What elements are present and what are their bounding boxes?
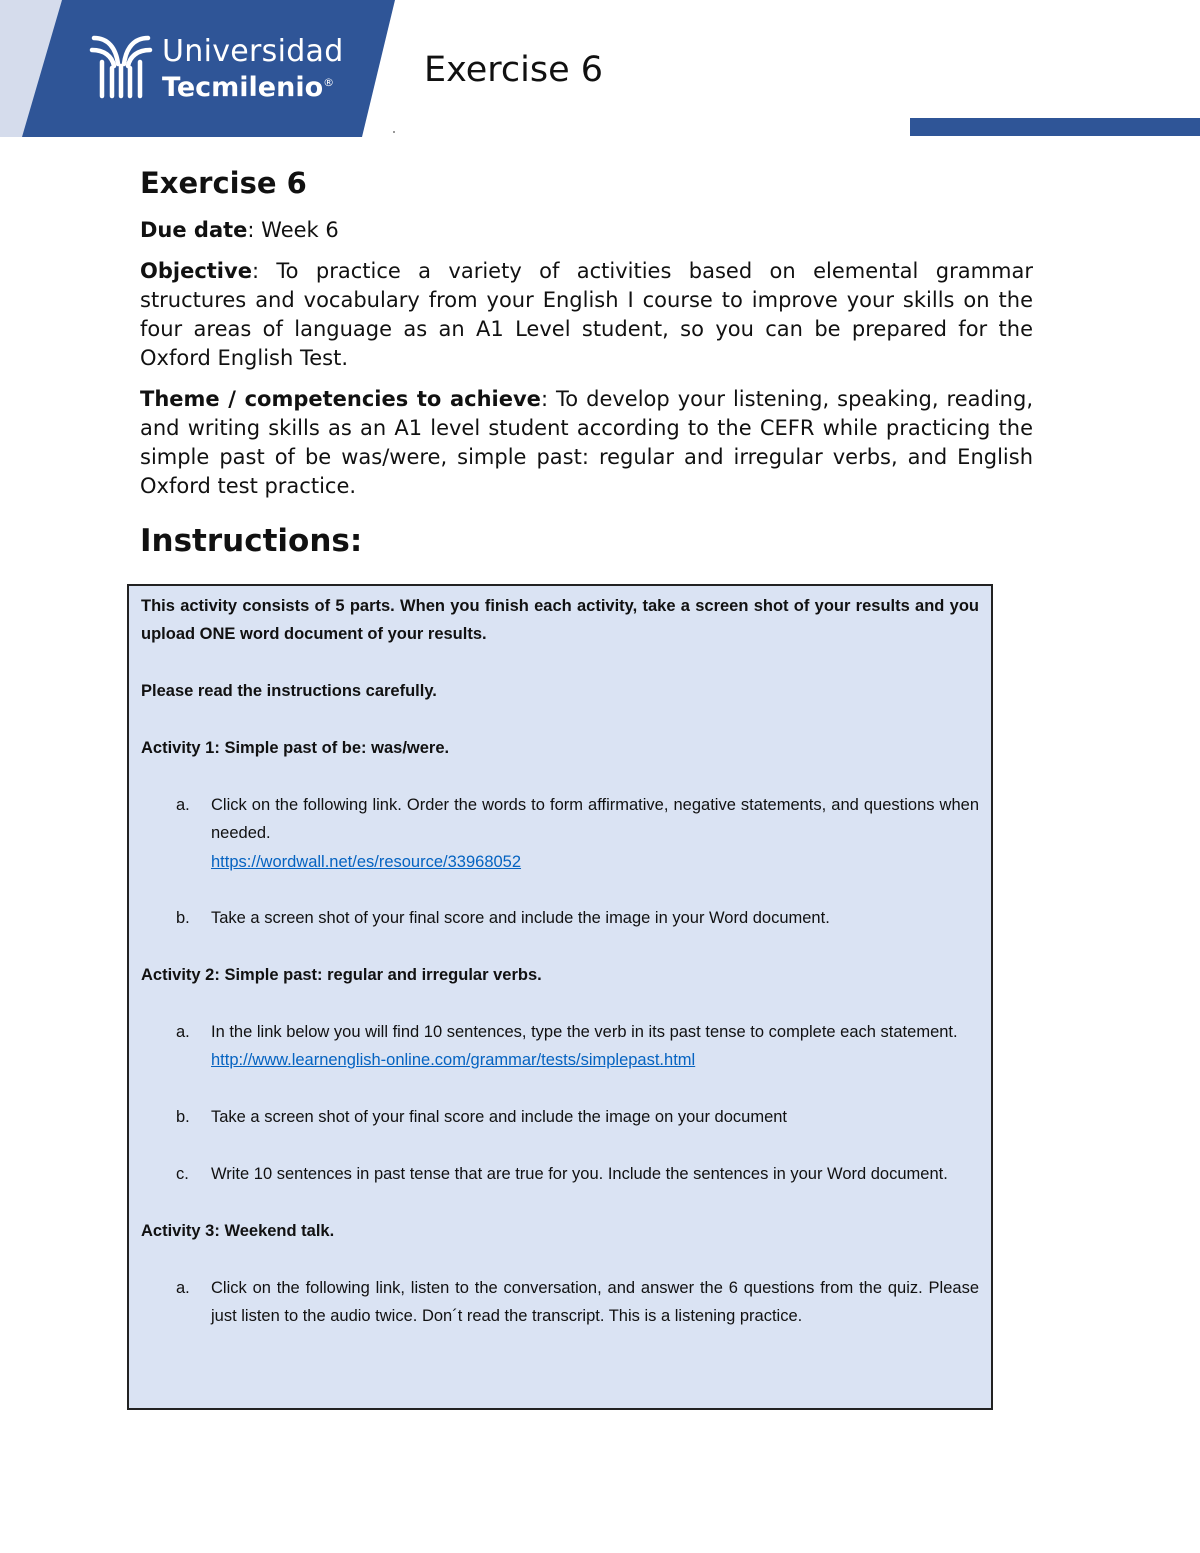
logo-trademark: ® bbox=[323, 76, 335, 89]
instructions-box bbox=[127, 584, 993, 1410]
activity-2-item-b-text: Take a screen shot of your final score and include the image on your document bbox=[211, 1108, 788, 1127]
activity-3-item-a bbox=[141, 1274, 979, 1331]
activity-1-item-b-text: Take a screen shot of your final score and include the image in your Word document. bbox=[211, 909, 830, 928]
read-carefully-note: Please read the instructions carefully. bbox=[141, 682, 437, 701]
exercise-heading: Exercise 6 bbox=[140, 166, 307, 200]
header-title: Exercise 6 bbox=[424, 50, 604, 90]
instructions-heading: Instructions: bbox=[140, 523, 363, 559]
due-date-line bbox=[140, 216, 1033, 245]
list-marker: c. bbox=[176, 1165, 189, 1183]
activity-1-item-a bbox=[141, 791, 979, 876]
decorative-dot bbox=[393, 131, 395, 133]
activity-2-item-a-text: In the link below you will find 10 sentences, type the verb in its past tense to complete each statement. bbox=[211, 1023, 958, 1041]
logo-university-text: Universidad bbox=[162, 34, 344, 69]
document-body bbox=[140, 166, 1033, 559]
wordwall-link[interactable]: https://wordwall.net/es/resource/33968052 bbox=[211, 852, 522, 871]
activity-2-item-a bbox=[141, 1018, 979, 1075]
due-date-label: Due date bbox=[140, 218, 248, 242]
logo-tecmilenio-name: Tecmilenio bbox=[162, 72, 324, 103]
learnenglish-link[interactable]: http://www.learnenglish-online.com/grammar/tests/simplepast.html bbox=[211, 1051, 696, 1070]
instructions-intro: This activity consists of 5 parts. When you finish each activity, take a screen shot of your results and you upload ONE word document of your results. bbox=[141, 597, 979, 644]
activity-1-item-a-text: Click on the following link. Order the words to form affirmative, negative statements, and questions when needed. bbox=[211, 795, 979, 843]
theme-text: : To develop your listening, speaking, reading, and writing skills as an A1 level student according to the CEFR while practicing the simple past of be was/were, simple past: regular and irregular verbs, and English Oxford test practice. bbox=[140, 387, 1033, 498]
tecmilenio-logo-icon bbox=[88, 30, 154, 100]
activity-2-title: Activity 2: Simple past: regular and irregular verbs. bbox=[141, 966, 542, 985]
theme-paragraph bbox=[140, 385, 1033, 501]
activity-2-item-b bbox=[141, 1103, 979, 1131]
header-accent-bar bbox=[910, 118, 1200, 136]
list-marker: a. bbox=[176, 795, 190, 814]
objective-paragraph bbox=[140, 257, 1033, 373]
activity-2-item-c-text: Write 10 sentences in past tense that are true for you. Include the sentences in your Word document. bbox=[211, 1165, 948, 1183]
objective-label: Objective bbox=[140, 259, 252, 283]
activity-3-title: Activity 3: Weekend talk. bbox=[141, 1221, 335, 1240]
theme-label: Theme / competencies to achieve bbox=[140, 387, 541, 411]
activity-1-title: Activity 1: Simple past of be: was/were. bbox=[141, 739, 450, 757]
list-marker: a. bbox=[176, 1023, 190, 1041]
list-marker: b. bbox=[176, 1108, 190, 1127]
due-date-value: : Week 6 bbox=[247, 218, 339, 242]
list-marker: a. bbox=[176, 1278, 190, 1297]
list-marker: b. bbox=[176, 909, 190, 928]
activity-2-item-c bbox=[141, 1160, 979, 1188]
activity-3-item-a-text: Click on the following link, listen to the conversation, and answer the 6 questions from the quiz. Please just listen to the audio twice. Don´t read the transcript. This is a listening practice. bbox=[211, 1278, 979, 1325]
objective-text: : To practice a variety of activities based on elemental grammar structures and vocabulary from your English I course to improve your skills on the four areas of language as an A1 Level student, so you can be prepared for the Oxford English Test. bbox=[140, 259, 1033, 370]
activity-1-item-b bbox=[141, 904, 979, 932]
logo-tecmilenio-text bbox=[162, 72, 334, 103]
